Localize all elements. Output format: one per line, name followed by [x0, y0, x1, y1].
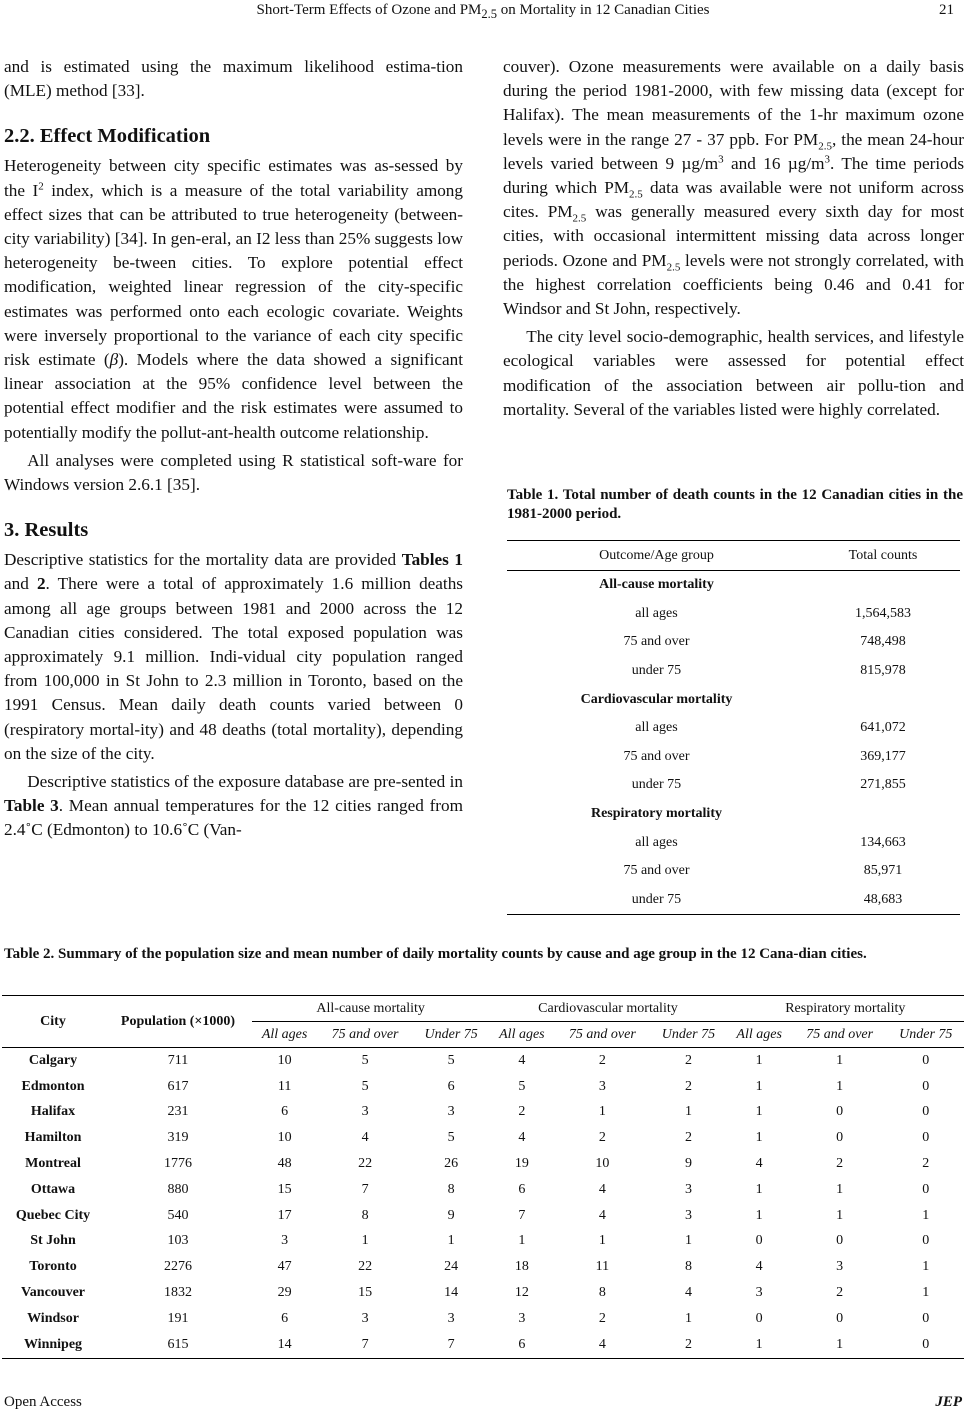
- running-header: [0, 2, 966, 22]
- table2-cell: 14: [444, 1285, 459, 1301]
- table2-cell: 1: [755, 1130, 763, 1146]
- page-number: 21: [939, 2, 954, 18]
- footer-journal: JEP: [935, 1394, 962, 1410]
- table2-cell: 11: [595, 1259, 610, 1275]
- table2-population: 617: [167, 1078, 189, 1094]
- table2-cell: 1: [727, 1332, 792, 1358]
- table2-cell: 1: [755, 1078, 763, 1094]
- table-row: [2, 1048, 964, 1074]
- table2-subheader: All ages: [727, 1022, 792, 1048]
- table1-count: 48,683: [806, 886, 960, 915]
- table2-population: 1776: [164, 1156, 192, 1172]
- table1-count: 748,498: [860, 634, 906, 650]
- table2-cell: 1: [836, 1207, 844, 1223]
- table2-city: Montreal: [25, 1156, 81, 1172]
- table2-cell: 2: [922, 1156, 930, 1172]
- table2-cell: 8: [447, 1181, 455, 1197]
- section-heading: 3. Results: [4, 519, 89, 542]
- table2-cell: 0: [922, 1130, 930, 1146]
- table2-cell: 11: [277, 1078, 292, 1094]
- paragraph: The city level socio-demographic, health services, and lifestyle ecological variables were assessed for potential effect modification of the association between air pollu-tion and mortality. Several of the variables listed were highly correlated.: [503, 327, 964, 419]
- table2-cell: 2: [518, 1104, 526, 1120]
- table2-city: Vancouver: [20, 1285, 86, 1301]
- table2-cell: 10: [277, 1130, 292, 1146]
- table2-cell: 1: [598, 1104, 606, 1120]
- table1-count: 271,855: [860, 777, 906, 793]
- table2-cell: 2: [836, 1156, 844, 1172]
- table2-cell: 10: [277, 1052, 292, 1068]
- table-row: [2, 1306, 964, 1332]
- table1-count: 815,978: [860, 663, 906, 679]
- table2-cell: 2: [598, 1130, 606, 1146]
- table2-cell: 9: [684, 1156, 692, 1172]
- table2-cell: 2: [650, 1332, 726, 1358]
- table2-cell: 5: [447, 1130, 455, 1146]
- table-row: [2, 1074, 964, 1100]
- table2-subheader: Under 75: [650, 1022, 726, 1048]
- table1-group: all ages: [635, 834, 678, 850]
- table2-cell: 4: [554, 1332, 650, 1358]
- table2: [2, 995, 964, 1359]
- left-column: [4, 55, 463, 843]
- table2-population: 2276: [164, 1259, 192, 1275]
- table2-cell: 1: [836, 1078, 844, 1094]
- table1-count: 369,177: [860, 748, 906, 764]
- table2-cell: 1: [598, 1233, 606, 1249]
- table2-population: 1832: [164, 1285, 192, 1301]
- table2-city: Winnipeg: [2, 1332, 104, 1358]
- table2-cell: 48: [277, 1156, 292, 1172]
- footer-open-access: Open Access: [4, 1394, 82, 1410]
- table2-cell: 1: [836, 1181, 844, 1197]
- table2-subheader: All ages: [489, 1022, 554, 1048]
- table2-cell: 1: [792, 1332, 888, 1358]
- table1-header-outcome: Outcome/Age group: [507, 541, 806, 571]
- table2-population: 615: [104, 1332, 252, 1358]
- right-column: [503, 55, 964, 422]
- table2-cell: 4: [518, 1052, 526, 1068]
- table2-cell: 0: [755, 1310, 763, 1326]
- table2-cell: 4: [755, 1259, 763, 1275]
- table2-cell: 2: [684, 1130, 692, 1146]
- table2-subheader: 75 and over: [554, 1022, 650, 1048]
- table1-group: 75 and over: [623, 748, 690, 764]
- table2-cell: 5: [361, 1078, 369, 1094]
- table2-cell: 4: [755, 1156, 763, 1172]
- table-row: [2, 1280, 964, 1306]
- table2-cell: 24: [444, 1259, 459, 1275]
- table-row: [2, 1100, 964, 1126]
- table2-subheader: Under 75: [413, 1022, 489, 1048]
- table2-caption: Table 2. Summary of the population size and mean number of daily mortality counts by cause and age group in the 12 Cana-dian cities.: [4, 946, 867, 962]
- table2-subheader: All ages: [252, 1022, 317, 1048]
- table1-header-total: Total counts: [806, 541, 960, 571]
- table2-cell: 2: [684, 1052, 692, 1068]
- table2-cell: 47: [277, 1259, 292, 1275]
- table2-cell: 0: [922, 1078, 930, 1094]
- table2-cell: 3: [684, 1181, 692, 1197]
- table2-cell: 7: [361, 1181, 369, 1197]
- table2-cell: 5: [518, 1078, 526, 1094]
- table2-cell: 0: [836, 1310, 844, 1326]
- paragraph: and is estimated using the maximum likelihood estima-tion (MLE) method [33].: [4, 57, 463, 101]
- table2-cell: 1: [447, 1233, 455, 1249]
- table2-cell: 0: [922, 1104, 930, 1120]
- table2-cell: 0: [755, 1233, 763, 1249]
- table2-city: Quebec City: [15, 1207, 91, 1223]
- table2-cell: 4: [518, 1130, 526, 1146]
- table2-cell: 5: [447, 1052, 455, 1068]
- table2-cell: 1: [518, 1233, 526, 1249]
- table2-cell: 1: [755, 1104, 763, 1120]
- table2-cell: 8: [598, 1285, 606, 1301]
- table1: [507, 540, 960, 915]
- table2-subheader: Under 75: [888, 1022, 964, 1048]
- table2-cell: 3: [836, 1259, 844, 1275]
- section-heading: 2.2. Effect Modification: [4, 125, 211, 148]
- table1-count: 641,072: [860, 720, 906, 736]
- table-row: [2, 1229, 964, 1255]
- table2-cell: 0: [836, 1104, 844, 1120]
- table-row: [2, 1254, 964, 1280]
- table2-city: Halifax: [30, 1104, 76, 1120]
- table2-cell: 3: [361, 1310, 369, 1326]
- header-title-rest: on Mortality in 12 Canadian Cities: [497, 2, 710, 18]
- table2-cell: 22: [358, 1156, 373, 1172]
- table2-cell: 15: [277, 1181, 292, 1197]
- table2-population: 711: [167, 1052, 189, 1068]
- table1-group: all ages: [635, 605, 678, 621]
- table1-group: under 75: [631, 777, 682, 793]
- table2-cell: 0: [836, 1233, 844, 1249]
- table2-group-header: All-cause mortality: [252, 996, 489, 1022]
- table2-cell: 3: [361, 1104, 369, 1120]
- table2-cell: 10: [595, 1156, 610, 1172]
- paragraph: couver). Ozone measurements were available on a daily basis during the period 1981-2000, with few missing data (except for Halifax). The mean measurements of the 1-hr maximum ozone levels were in the range 27 - 37 ppb. For $PM_{2.5}$, the mean 24-hour levels varied between 9 $\mu g/m^3$ and 16 $\mu g/m^3$. The time periods during which $PM_{2.5}$ data was available were not uniform across cites. $PM_{2.5}$ was generally measured every sixth day for most cities, with occasional intermittent missing data across longer periods. Ozone and $PM_{2.5}$ levels were not strongly correlated, with the highest correlation coefficients being 0.46 and 0.41 for Windsor and St John, respectively.: [503, 57, 965, 319]
- table2-population: 103: [167, 1233, 189, 1249]
- table1-count: 134,663: [860, 834, 906, 850]
- table2-cell: 3: [598, 1078, 606, 1094]
- table2-cell: 0: [922, 1181, 930, 1197]
- table2-group-header: Cardiovascular mortality: [489, 996, 726, 1022]
- table2-header-city: City: [2, 996, 104, 1048]
- table2-cell: 7: [518, 1207, 526, 1223]
- header-title: Short-Term Effects of Ozone and PM: [256, 2, 482, 18]
- table2-population: 231: [167, 1104, 189, 1120]
- header-subscript: 2.5: [481, 7, 497, 21]
- table2-header-population: Population (×1000): [104, 996, 252, 1048]
- table2-cell: 6: [281, 1310, 289, 1326]
- table1-section: All-cause mortality: [599, 577, 714, 593]
- table2-cell: 0: [922, 1233, 930, 1249]
- table1-section: Respiratory mortality: [590, 806, 722, 822]
- paragraph: Heterogeneity between city specific estimates was as-sessed by the $I^2$ index, which is a measure of the total variability among effect sizes that can be attributed to true heterogeneity (between-city variability) [34]. In gen-eral, an I2 less than 25% suggests low heterogeneity be-tween cities. To explore potential effect modification, weighted linear regression of the city-specific estimates was performed onto each ecologic covariate. Weights were inversely proportional to the variance of each city specific risk estimate (β). Models where the data showed a significant linear association at the 95% confidence level between the potential effect modifier and the risk estimates were assumed to potentially modify the pollut-ant-health outcome relationship.: [4, 156, 464, 442]
- table2-cell: 3: [281, 1233, 289, 1249]
- table2-cell: 8: [361, 1207, 369, 1223]
- table2-cell: 1: [684, 1310, 692, 1326]
- table2-population: 540: [167, 1207, 189, 1223]
- table2-city: Edmonton: [21, 1078, 85, 1094]
- table2-cell: 2: [836, 1285, 844, 1301]
- table-row: [2, 1151, 964, 1177]
- table2-cell: 1: [755, 1207, 763, 1223]
- table1-section: Cardiovascular mortality: [580, 691, 733, 707]
- table2-cell: 1: [684, 1104, 692, 1120]
- table2-cell: 1: [836, 1052, 844, 1068]
- table2-cell: 1: [361, 1233, 369, 1249]
- table2-cell: 0: [888, 1332, 964, 1358]
- table2-cell: 5: [361, 1052, 369, 1068]
- table2-cell: 2: [684, 1078, 692, 1094]
- table1-group: 75 and over: [623, 863, 690, 879]
- paragraph: Descriptive statistics for the mortality data are provided Tables 1 and 2. There were a total of approximately 1.6 million deaths among all age groups between 1981 and 2000 across the 12 Canadian cities considered. The total exposed population was approximately 9.1 million. Indi-vidual city population ranged from 100,000 in St John to 2.3 million in Toronto, based on the 1991 Census. Mean daily death counts varied between 0 (respiratory mortal-ity) and 48 deaths (total mortality), depending on the size of the city.: [4, 550, 463, 763]
- table2-cell: 19: [514, 1156, 529, 1172]
- table1-group: under 75: [631, 663, 682, 679]
- table1-count: 1,564,583: [854, 605, 911, 621]
- table2-cell: 1: [755, 1052, 763, 1068]
- table2-cell: 0: [836, 1130, 844, 1146]
- table2-cell: 26: [444, 1156, 459, 1172]
- table2-cell: 29: [277, 1285, 292, 1301]
- table2-cell: 1: [684, 1233, 692, 1249]
- table2-cell: 3: [684, 1207, 692, 1223]
- table2-city: Toronto: [29, 1259, 77, 1275]
- table2-cell: 18: [514, 1259, 529, 1275]
- table2-cell: 8: [684, 1259, 692, 1275]
- table2-cell: 6: [281, 1104, 289, 1120]
- table2-city: St John: [30, 1233, 76, 1249]
- paragraph: Descriptive statistics of the exposure database are pre-sented in Table 3. Mean annual temperatures for the 12 cities ranged from 2.4˚C (Edmonton) to 10.6˚C (Van-: [4, 772, 463, 840]
- table2-group-header: Respiratory mortality: [727, 996, 964, 1022]
- table2-cell: 0: [922, 1310, 930, 1326]
- table2-cell: 4: [598, 1207, 606, 1223]
- table2-cell: 17: [277, 1207, 292, 1223]
- table2-cell: 1: [922, 1259, 930, 1275]
- table2-subheader: 75 and over: [317, 1022, 413, 1048]
- table1-count: 85,971: [863, 863, 903, 879]
- table2-cell: 0: [922, 1052, 930, 1068]
- table-row: [2, 1125, 964, 1151]
- table2-cell: 14: [252, 1332, 317, 1358]
- table2-cell: 6: [447, 1078, 455, 1094]
- table2-cell: 3: [755, 1285, 763, 1301]
- table2-cell: 4: [598, 1181, 606, 1197]
- table2-cell: 15: [358, 1285, 373, 1301]
- table2-cell: 7: [317, 1332, 413, 1358]
- table2-city: Ottawa: [30, 1181, 76, 1197]
- table2-cell: 9: [447, 1207, 455, 1223]
- table2-cell: 1: [922, 1207, 930, 1223]
- table1-group: 75 and over: [623, 634, 690, 650]
- table-row: [2, 1203, 964, 1229]
- table2-cell: 6: [518, 1181, 526, 1197]
- table1-group: all ages: [635, 720, 678, 736]
- table2-city: Hamilton: [24, 1130, 82, 1146]
- table2-cell: 3: [518, 1310, 526, 1326]
- table1-group: under 75: [507, 886, 806, 915]
- table2-cell: 12: [514, 1285, 529, 1301]
- table1-caption: Table 1. Total number of death counts in the 12 Canadian cities in the 1981-2000 period.: [507, 487, 963, 522]
- table2-city: Windsor: [27, 1310, 79, 1326]
- table2-cell: 3: [447, 1310, 455, 1326]
- table-row: [2, 1332, 964, 1358]
- table2-cell: 2: [598, 1310, 606, 1326]
- table2-cell: 4: [361, 1130, 369, 1146]
- paragraph: All analyses were completed using R statistical soft-ware for Windows version 2.6.1 [35].: [4, 450, 463, 495]
- table2-cell: 6: [489, 1332, 554, 1358]
- table2-cell: 1: [922, 1285, 930, 1301]
- table-row: [2, 1177, 964, 1203]
- table2-cell: 3: [447, 1104, 455, 1120]
- table2-population: 880: [167, 1181, 189, 1197]
- table2-cell: 1: [755, 1181, 763, 1197]
- table2-city: Calgary: [28, 1052, 78, 1068]
- table2-cell: 4: [684, 1285, 692, 1301]
- table2-cell: 22: [358, 1259, 373, 1275]
- table2-population: 319: [167, 1130, 189, 1146]
- table2-cell: 2: [598, 1052, 606, 1068]
- table2-population: 191: [167, 1310, 189, 1326]
- table2-subheader: 75 and over: [792, 1022, 888, 1048]
- table2-cell: 7: [413, 1332, 489, 1358]
